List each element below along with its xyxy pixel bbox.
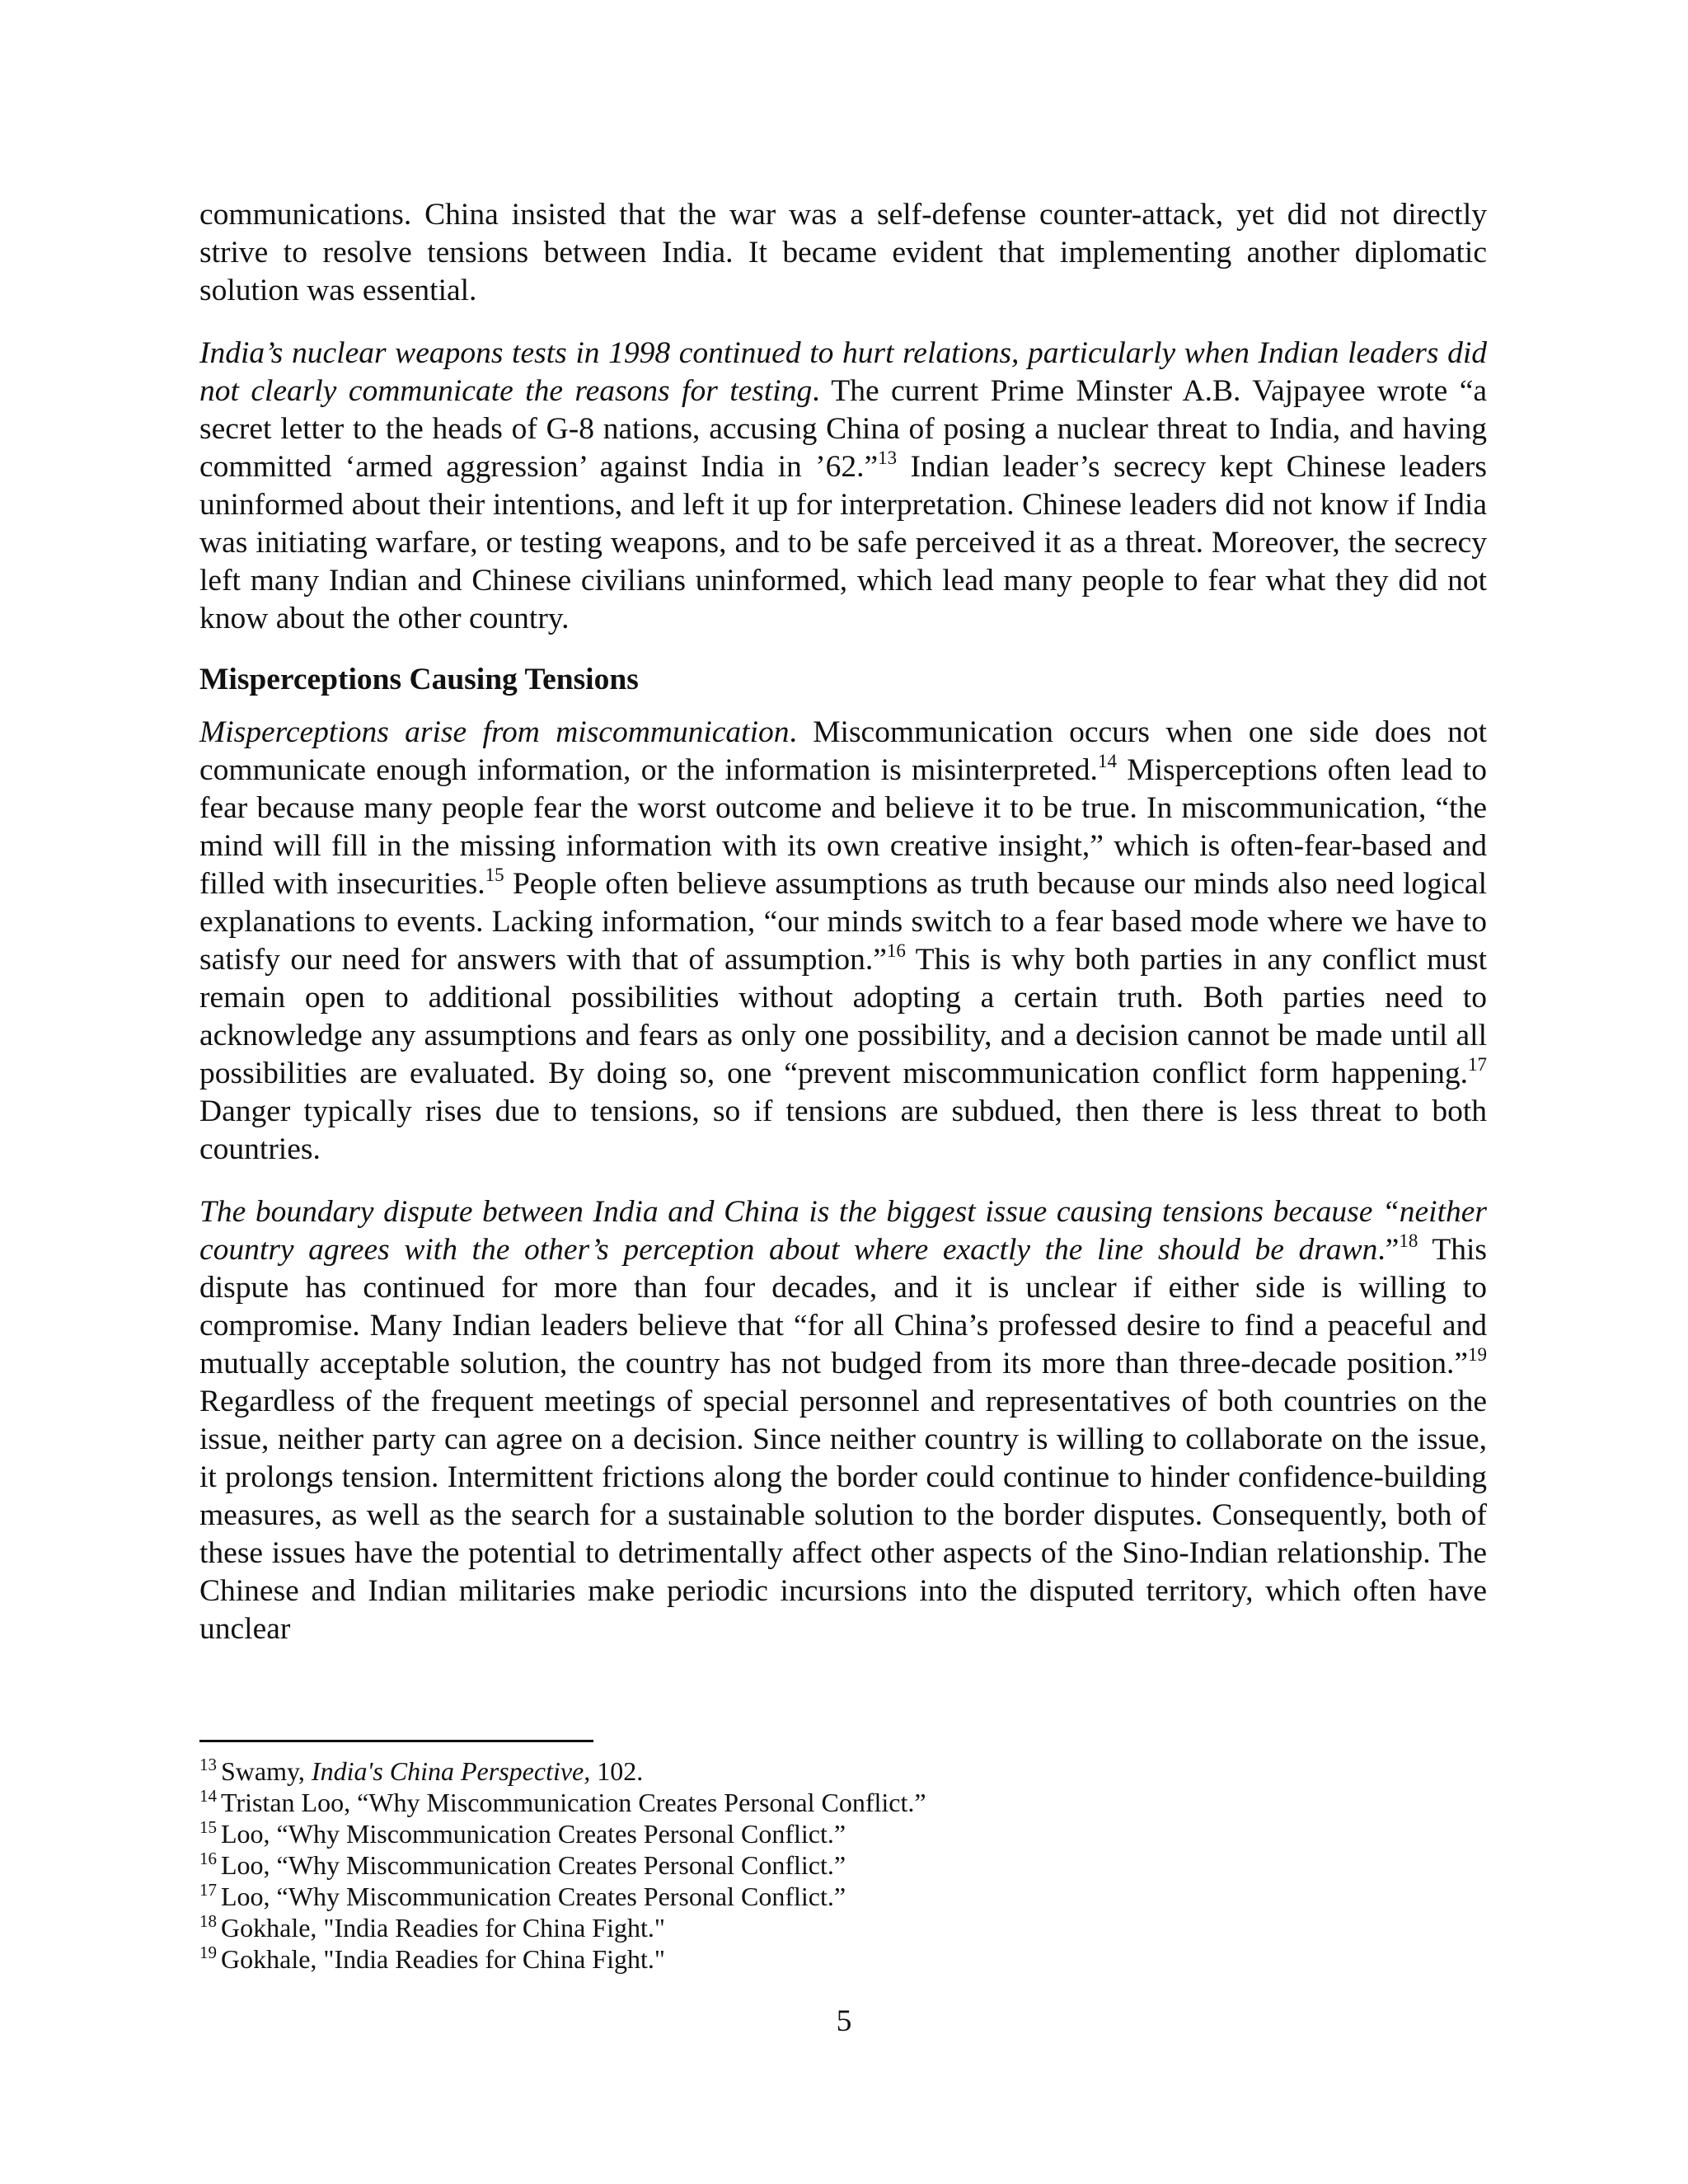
paragraph-text: . Miscommunication occurs when one side does not communicate enough information, or the information is misinterpreted.	[199, 715, 1488, 787]
paragraph-communications	[199, 196, 1487, 310]
footnote-text: Tristan Loo, “Why Miscommunication Creates Personal Conflict.”	[221, 1788, 926, 1817]
footnote-number: 15	[199, 1817, 217, 1837]
footnote-number: 18	[199, 1911, 217, 1931]
paragraph-text: Regardless of the frequent meetings of special personnel and representatives of both countries on the issue, neither party can agree on a decision. Since neither country is willing to collaborate on the issue, it prolongs tension. Intermittent frictions along the border could continue to hinder confidence-building measures, as well as the search for a sustainable solution to the border disputes. Consequently, both of these issues have the potential to detrimentally affect other aspects of the Sino-Indian relationship. The Chinese and Indian militaries make periodic incursions into the disputed territory, which often have unclear	[199, 1385, 1487, 1646]
topic-sentence: The boundary dispute between India and China is the biggest issue causing tensions because “neither country agrees with the other’s perception about where exactly the line should be drawn	[199, 1195, 1487, 1267]
topic-sentence: Misperceptions arise from miscommunication	[199, 715, 790, 749]
paragraph-text: Indian leader’s secrecy kept Chinese leaders uninformed about their intentions, and left it up for interpretation. Chinese leaders did not know if India was initiating warfare, or testing weapons, and to be safe perceived it as a threat. Moreover, the secrecy left many Indian and Chinese civilians uninformed, which lead many people to fear what they did not know about the other country.	[199, 450, 1487, 635]
footnote-divider	[199, 1740, 593, 1742]
footnote-ref-19[interactable]: 19	[1468, 1344, 1487, 1365]
footnote-number: 16	[199, 1849, 217, 1868]
footnote-number: 14	[199, 1786, 217, 1806]
footnote-18	[199, 1912, 1487, 1943]
paragraph-boundary-dispute	[199, 1193, 1487, 1648]
paragraph-text: Misperceptions often lead to fear because many people fear the worst outcome and believe it to be true. In miscommunication, “the mind will fill in the missing information with its own creative insight,” which is often-fear-based and filled with insecurities.	[199, 753, 1487, 901]
footnote-text: Loo, “Why Miscommunication Creates Personal Conflict.”	[221, 1819, 846, 1849]
footnote-13	[199, 1755, 1487, 1787]
paragraph-text: Danger typically rises due to tensions, so if tensions are subdued, then there is less threat to both countries.	[199, 1094, 1487, 1166]
footnote-ref-18[interactable]: 18	[1399, 1230, 1418, 1251]
footnote-text: Loo, “Why Miscommunication Creates Personal Conflict.”	[221, 1882, 846, 1911]
document-body	[199, 196, 1487, 1648]
topic-sentence: India’s nuclear weapons tests in 1998 continued to hurt relations, particularly when Indian leaders did not clearly communicate the reasons for testing	[199, 336, 1487, 408]
section-heading: Misperceptions Causing Tensions	[199, 663, 639, 696]
footnote-text: Swamy,	[221, 1756, 312, 1786]
footnotes-list	[199, 1755, 1487, 1975]
footnote-text: Gokhale, "India Readies for China Fight."	[221, 1944, 665, 1974]
footnote-15	[199, 1818, 1487, 1849]
footnote-book-title: India's China Perspective,	[311, 1756, 591, 1786]
footnote-text: Loo, “Why Miscommunication Creates Personal Conflict.”	[221, 1850, 846, 1880]
footnote-number: 19	[199, 1943, 217, 1962]
footnote-text: 102.	[590, 1756, 644, 1786]
paragraph-text: This is why both parties in any conflict must remain open to additional possibilities without adopting a certain truth. Both parties need to acknowledge any assumptions and fears as only one possibility, and a decision cannot be made until all possibilities are evaluated. By doing so, one “prevent miscommunication conflict form happening.	[199, 943, 1487, 1090]
paragraph-nuclear-tests	[199, 335, 1487, 638]
paragraph-misperceptions	[199, 714, 1487, 1169]
footnote-ref-15[interactable]: 15	[485, 865, 504, 885]
paragraph-text: communications. China insisted that the war was a self-defense counter-attack, yet did not directly strive to resolve tensions between India. It became evident that implementing another diplomatic solution was essential.	[199, 198, 1487, 307]
footnote-ref-17[interactable]: 17	[1468, 1054, 1487, 1075]
footnote-17	[199, 1881, 1487, 1912]
footnote-ref-13[interactable]: 13	[878, 448, 898, 468]
page-number: 5	[836, 2004, 852, 2038]
footnote-14	[199, 1787, 1487, 1818]
footnote-19	[199, 1943, 1487, 1975]
paragraph-text: . The current Prime Minster A.B. Vajpayee wrote “a secret letter to the heads of G-8 nations, accusing China of posing a nuclear threat to India, and having committed ‘armed aggression’ against India in ’62.”	[199, 374, 1487, 484]
footnote-text: Gokhale, "India Readies for China Fight."	[221, 1913, 665, 1943]
footnote-number: 17	[199, 1880, 217, 1900]
footnote-16	[199, 1849, 1487, 1881]
paragraph-text: People often believe assumptions as truth because our minds also need logical explanations to events. Lacking information, “our minds switch to a fear based mode where we have to satisfy our need for answers with that of assumption.”	[199, 867, 1487, 977]
footnote-number: 13	[199, 1755, 217, 1774]
footnote-ref-14[interactable]: 14	[1097, 751, 1117, 771]
paragraph-text: .”	[1377, 1233, 1400, 1267]
paragraph-text: This dispute has continued for more than four decades, and it is unclear if either side is willing to compromise. Many Indian leaders believe that “for all China’s professed desire to find a peaceful and mutually acceptable solution, the country has not budged from its more than three-decade position.”	[199, 1233, 1487, 1380]
footnote-ref-16[interactable]: 16	[886, 940, 906, 961]
